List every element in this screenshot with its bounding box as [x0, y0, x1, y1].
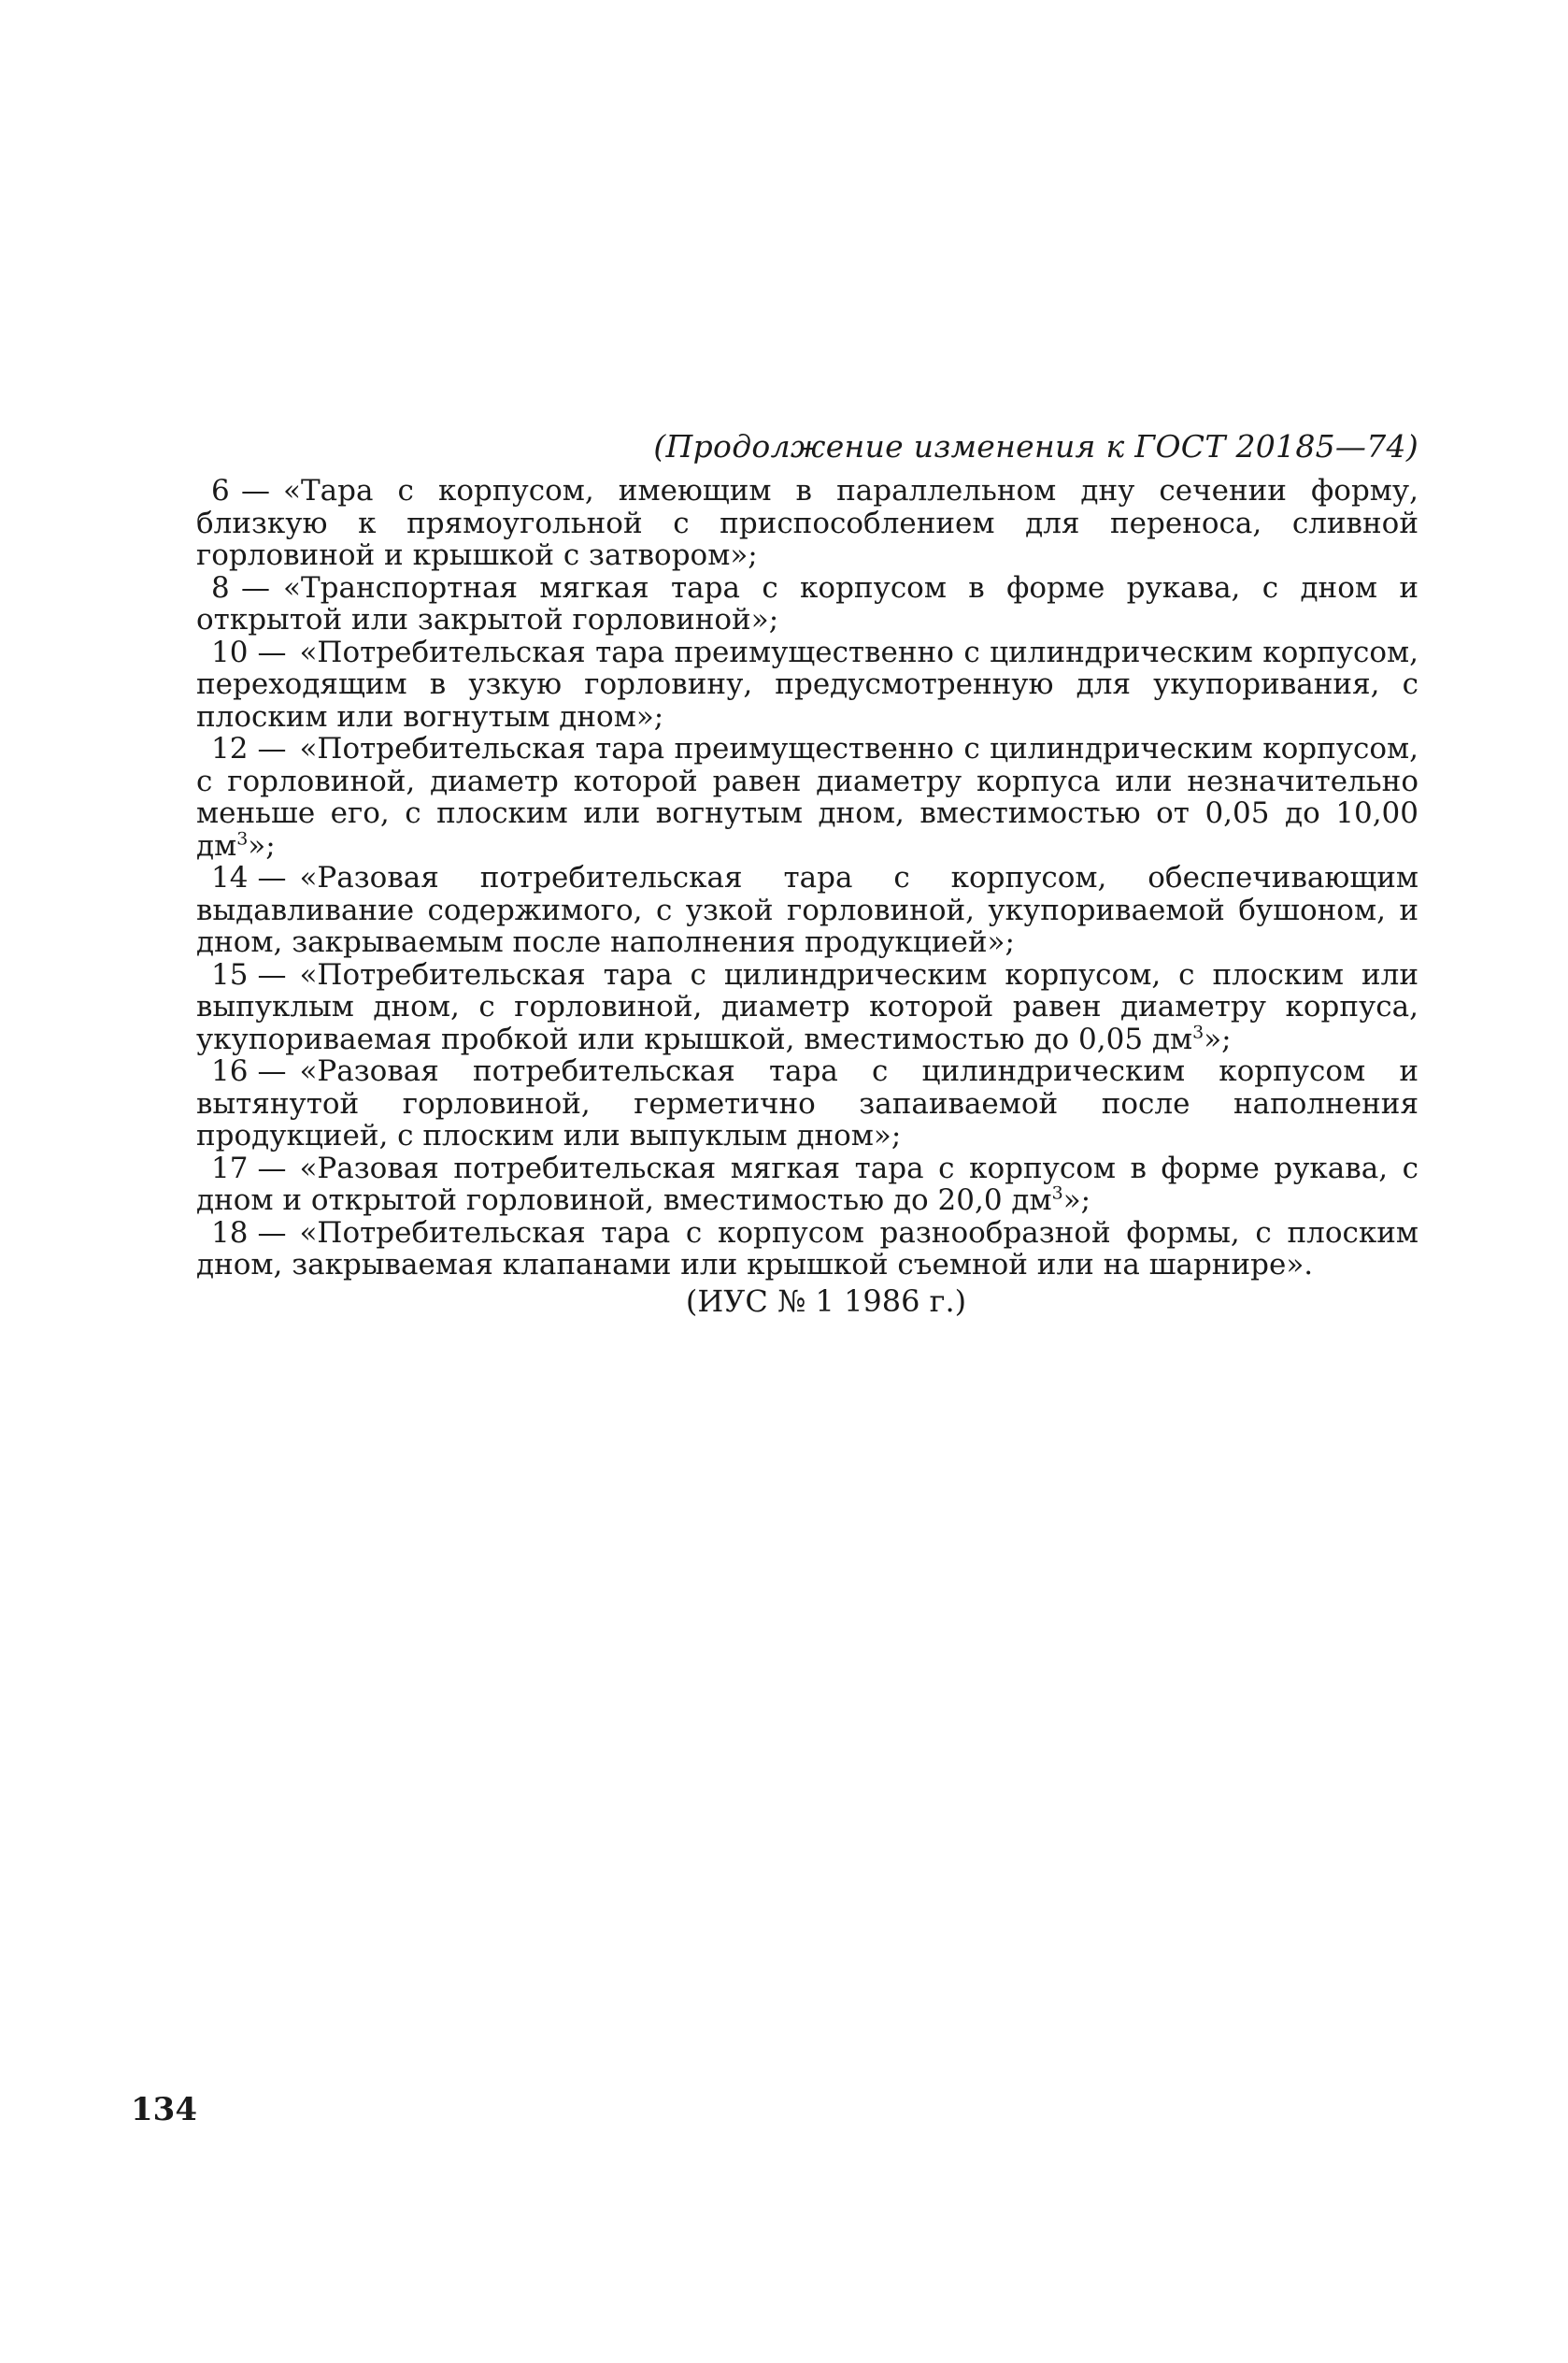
item-number: 17: [211, 1151, 249, 1185]
item-number: 18: [211, 1215, 249, 1250]
page-number: 134: [131, 2091, 197, 2128]
item-dash: —: [241, 474, 270, 508]
item-number: 10: [211, 635, 249, 669]
item-dash: —: [257, 957, 287, 992]
unit-superscript: 3: [236, 828, 249, 850]
item-text: «Потребительская тара преимущественно с цилиндрическим корпусом, переходящим в узкую горловину, предусмотренную для укупоривания, с плоским или вогнутым дном»;: [196, 635, 1418, 734]
amendment-item: [196, 475, 1418, 572]
item-number: 6: [211, 474, 230, 508]
item-number: 8: [211, 570, 230, 605]
item-dash: —: [257, 1151, 287, 1185]
item-number: 15: [211, 957, 249, 992]
item-dash: —: [257, 1215, 287, 1250]
item-number: 16: [211, 1054, 249, 1088]
item-number: 14: [211, 861, 249, 895]
amendment-item: [196, 1153, 1418, 1217]
item-dash: —: [257, 1054, 287, 1088]
item-text: «Разовая потребительская тара с цилиндрическим корпусом и вытянутой горловиной, герметично запаиваемой после наполнения продукцией, с плоским или выпуклым дном»;: [196, 1054, 1418, 1153]
item-dash: —: [241, 570, 270, 605]
item-text: «Тара с корпусом, имеющим в параллельном дну сечении форму, близкую к прямоугольной с приспособлением для переноса, сливной горловиной и крышкой с затвором»;: [196, 474, 1418, 572]
item-text-tail: »;: [1062, 1183, 1091, 1217]
amendment-item: [196, 1217, 1418, 1282]
unit-superscript: 3: [1051, 1182, 1063, 1204]
amendment-item: [196, 862, 1418, 959]
amendment-item: [196, 572, 1418, 637]
item-text: «Потребительская тара с корпусом разнообразной формы, с плоским дном, закрываемая клапанами или крышкой съемной или на шарнире».: [196, 1215, 1418, 1282]
amendment-item: [196, 959, 1418, 1056]
amendment-item: [196, 1055, 1418, 1153]
amendment-item: [196, 733, 1418, 862]
item-text: «Потребительская тара преимущественно с цилиндрическим корпусом, с горловиной, диаметр которой равен диаметру корпуса или незначительно меньше его, с плоским или вогнутым дном, вместимостью от 0,05 до 10,00 дм: [196, 732, 1418, 863]
item-text: «Разовая потребительская тара с корпусом, обеспечивающим выдавливание содержимого, с узкой горловиной, укупориваемой бушоном, и дном, закрываемым после наполнения продукцией»;: [196, 861, 1418, 959]
continuation-header: (Продолжение изменения к ГОСТ 20185—74): [653, 428, 1418, 465]
amendment-item: [196, 637, 1418, 734]
amendment-item-list: [196, 475, 1418, 1282]
item-text-tail: »;: [1204, 1022, 1232, 1056]
item-text: «Разовая потребительская мягкая тара с корпусом в форме рукава, с дном и открытой горловиной, вместимостью до 20,0 дм: [196, 1151, 1418, 1217]
item-dash: —: [257, 732, 287, 766]
item-number: 12: [211, 732, 249, 766]
item-dash: —: [257, 861, 287, 895]
item-text-tail: »;: [248, 828, 276, 863]
item-dash: —: [257, 635, 287, 669]
item-text: «Потребительская тара с цилиндрическим корпусом, с плоским или выпуклым дном, с горловиной, диаметр которой равен диаметру корпуса, укупориваемая пробкой или крышкой, вместимостью до 0,05 дм: [196, 957, 1418, 1056]
issue-reference: (ИУС № 1 1986 г.): [685, 1283, 967, 1319]
item-text: «Транспортная мягкая тара с корпусом в форме рукава, с дном и открытой или закрытой горловиной»;: [196, 570, 1418, 637]
unit-superscript: 3: [1192, 1022, 1205, 1043]
